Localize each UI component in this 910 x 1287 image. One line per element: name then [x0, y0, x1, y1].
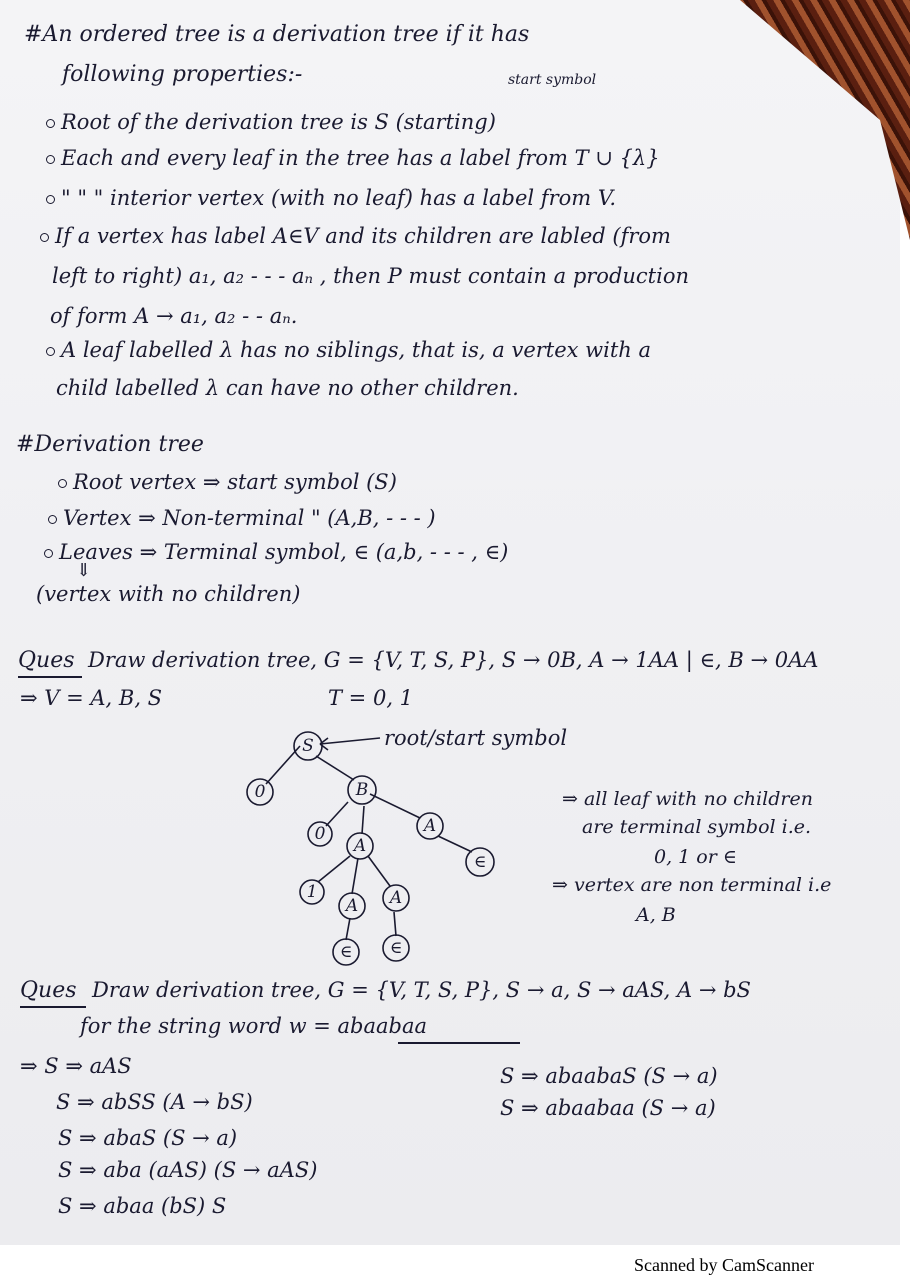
bullet-production: [40, 224, 671, 248]
tree-note1-line1: ⇒ all leaf with no children: [562, 788, 813, 810]
tree-node-a: [417, 813, 443, 839]
bullet-lambda-line2: child labelled λ can have no other children.: [56, 376, 519, 400]
tree-edge: [370, 794, 420, 818]
start-symbol-annotation: start symbol: [508, 72, 597, 88]
bullet-icon: [46, 195, 55, 204]
derivation-step: S ⇒ abaabaa (S → a): [500, 1096, 716, 1120]
svg-text:∈: ∈: [389, 938, 403, 958]
tree-note2-line1: ⇒ vertex are non terminal i.e: [552, 874, 832, 896]
question1-label-underline: [18, 676, 82, 678]
section1-title-line2: following properties:-: [62, 62, 303, 87]
down-arrow-icon: ⇓: [76, 560, 92, 581]
svg-text:S: S: [302, 736, 314, 756]
bullet-icon: [46, 119, 55, 128]
svg-text:A: A: [389, 888, 403, 908]
bullet-interior-text: " " " interior vertex (with no leaf) has a label from V.: [61, 186, 617, 210]
derivation-item-vertex: [48, 506, 436, 530]
tree-node-epsilon: [383, 935, 409, 961]
tree-node-s: [294, 732, 322, 760]
svg-text:0: 0: [254, 782, 266, 802]
derivation-item-leaves-note: (vertex with no children): [36, 582, 301, 606]
tree-note1-line2: are terminal symbol i.e.: [582, 816, 812, 838]
derivation-step: S ⇒ abaabaS (S → a): [500, 1064, 718, 1088]
question2-label-underline: [20, 1006, 86, 1008]
derivation-item-root-text: Root vertex ⇒ start symbol (S): [73, 470, 397, 494]
tree-edge: [368, 856, 390, 886]
bullet-production-line2: left to right) a₁, a₂ - - - aₙ , then P must contain a production: [52, 264, 689, 288]
svg-text:A: A: [423, 816, 437, 836]
derivation-step: S ⇒ abaa (bS) S: [58, 1194, 227, 1218]
word-underline: [398, 1042, 520, 1044]
bullet-lambda: [46, 338, 651, 362]
bullet-root: [46, 110, 496, 134]
svg-text:A: A: [345, 896, 359, 916]
tree-node-a: [383, 885, 409, 911]
bullet-icon: [46, 155, 55, 164]
question1-answer-t: T = 0, 1: [328, 686, 414, 710]
tree-node-0: [247, 779, 273, 805]
svg-text:B: B: [355, 780, 369, 800]
tree-edge: [316, 756, 354, 780]
question1-answer-v: ⇒ V = A, B, S: [20, 686, 163, 710]
tree-node-0: [308, 822, 332, 846]
question2-line2: for the string word w = abaabaa: [80, 1014, 427, 1038]
tree-edge: [438, 836, 472, 852]
bullet-production-line1: If a vertex has label A∈V and its children are labled (from: [55, 224, 671, 248]
tree-root-annotation: root/start symbol: [384, 726, 568, 750]
tree-edge: [394, 912, 396, 936]
derivation-step: S ⇒ aba (aAS) (S → aAS): [58, 1158, 318, 1182]
bullet-leaf: [46, 146, 660, 170]
derivation-item-vertex-text: Vertex ⇒ Non-terminal " (A,B, - - - ): [63, 506, 436, 530]
tree-node-epsilon: [466, 848, 494, 876]
camscanner-footer: Scanned by CamScanner: [634, 1255, 814, 1275]
derivation-step: S ⇒ abaS (S → a): [58, 1126, 238, 1150]
bullet-icon: [44, 549, 53, 558]
bullet-icon: [48, 515, 57, 524]
section1-title-line1: #An ordered tree is a derivation tree if it has: [24, 22, 530, 47]
bullet-interior: [46, 186, 616, 210]
question1-label: Ques: [18, 648, 75, 673]
svg-text:0: 0: [314, 824, 326, 844]
tree-node-epsilon: [333, 939, 359, 965]
svg-text:1: 1: [306, 882, 318, 902]
tree-node-a: [339, 893, 365, 919]
tree-edge: [318, 856, 350, 882]
annotation-arrow: [320, 738, 380, 744]
bullet-production-line3: of form A → a₁, a₂ - - aₙ.: [50, 304, 298, 328]
question2-text: Draw derivation tree, G = {V, T, S, P}, S → a, S → aAS, A → bS: [92, 978, 751, 1002]
tree-note1-line3: 0, 1 or ∈: [654, 846, 737, 868]
tree-node-a: [347, 833, 373, 859]
tree-edge: [352, 858, 358, 894]
svg-text:A: A: [353, 836, 367, 856]
question1-text: Draw derivation tree, G = {V, T, S, P}, S → 0B, A → 1AA | ∈, B → 0AA: [88, 648, 819, 672]
section2-title: #Derivation tree: [16, 432, 204, 457]
derivation-tree-diagram: [230, 722, 530, 972]
derivation-item-root: [58, 470, 397, 494]
tree-node-b: [348, 776, 376, 804]
derivation-item-leaves: [44, 540, 508, 564]
derivation-item-leaves-text: Leaves ⇒ Terminal symbol, ∈ (a,b, - - - , ∈): [59, 540, 509, 564]
derivation-step: ⇒ S ⇒ aAS: [20, 1054, 132, 1078]
tree-edge: [362, 806, 364, 834]
tree-edge: [326, 802, 348, 826]
bullet-root-text: Root of the derivation tree is S (starting): [61, 110, 496, 134]
tree-edge: [346, 918, 350, 940]
question2-label: Ques: [20, 978, 77, 1003]
tree-note2-line2: A, B: [636, 904, 676, 926]
svg-text:∈: ∈: [473, 852, 487, 872]
bullet-icon: [58, 479, 67, 488]
svg-text:∈: ∈: [339, 942, 353, 962]
tree-node-1: [300, 880, 324, 904]
bullet-icon: [40, 233, 49, 242]
bullet-icon: [46, 347, 55, 356]
bullet-lambda-line1: A leaf labelled λ has no siblings, that is, a vertex with a: [61, 338, 652, 362]
bullet-leaf-text: Each and every leaf in the tree has a label from T ∪ {λ}: [61, 146, 660, 170]
derivation-step: S ⇒ abSS (A → bS): [56, 1090, 253, 1114]
